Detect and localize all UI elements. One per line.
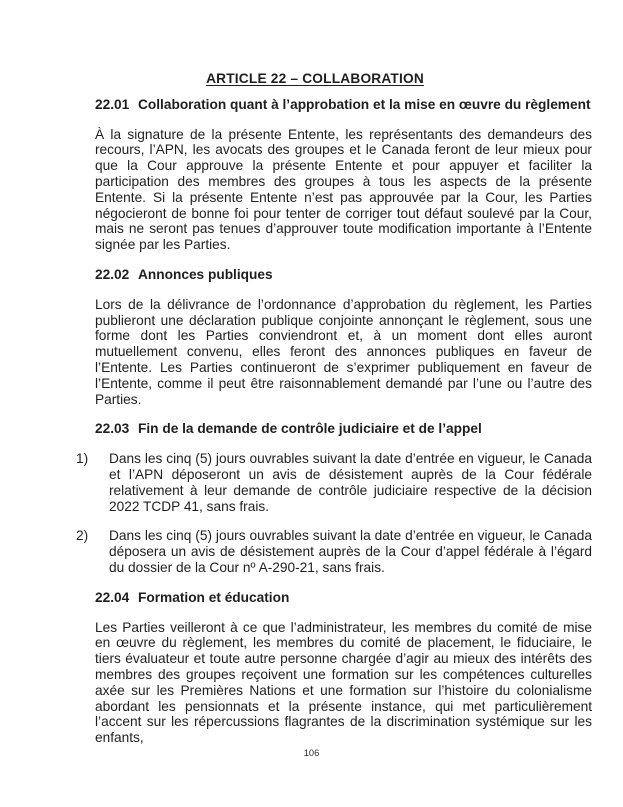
section-number: 22.01 (95, 96, 130, 112)
section-heading (95, 267, 592, 283)
paragraph: Lors de la délivrance de l’ordonnance d’approbation du règlement, les Parties publieront une déclaration publique conjointe annonçant le règlement, sous une forme dont les Parties conviendront et, à un moment dont elles auront mutuellement convenu, elles feront des annonces publiques en faveur de l’Entente. Les Parties continueront de s’exprimer publiquement en faveur de l’Entente, comme il peut être raisonnablement demandé par l’une ou l’autre des Parties. (95, 296, 592, 407)
section-22-03 (76, 421, 592, 575)
paragraph: À la signature de la présente Entente, les représentants des demandeurs des recours, l’APN, les avocats des groupes et le Canada feront de leur mieux pour que la Cour approuve la présente Entente et pour appuyer et faciliter la participation des membres des groupes à tous les aspects de la présente Entente. Si la présente Entente n’est pas approuvée par la Cour, les Parties négocieront de bonne foi pour tenter de corriger tout défaut soulevé par la Cour, mais ne seront pas tenues d’approuver toute modification importante à l’Entente signée par les Parties. (95, 126, 592, 253)
section-number: 22.02 (95, 266, 130, 282)
numbered-list (76, 451, 592, 576)
section-22-04 (95, 590, 592, 746)
item-marker: 2) (76, 528, 89, 544)
numbered-item (76, 451, 592, 514)
page-number: 106 (303, 748, 320, 758)
section-heading-label: Fin de la demande de contrôle judiciaire et de l’appel (138, 421, 482, 437)
section-heading (95, 590, 592, 606)
section-22-02 (95, 267, 592, 407)
section-heading (95, 421, 592, 437)
article-title: ARTICLE 22 – COLLABORATION (206, 71, 424, 86)
section-number: 22.04 (95, 589, 130, 605)
item-text: Dans les cinq (5) jours ouvrables suivant la date d’entrée en vigueur, le Canada et l’APN déposeront un avis de désistement auprès de la Cour fédérale relativement à leur demande de contrôle judiciaire respective de la décision 2022 TCDP 41, sans frais. (109, 451, 592, 514)
numbered-item (76, 528, 592, 575)
item-text: Dans les cinq (5) jours ouvrables suivant la date d’entrée en vigueur, le Canada déposera un avis de désistement auprès de la Cour d’appel fédérale à l’égard du dossier de la Cour nº A-290-21, sans frais. (109, 528, 592, 575)
section-heading-label: Annonces publiques (138, 266, 273, 282)
section-heading-label: Formation et éducation (138, 589, 290, 605)
section-heading (95, 97, 592, 113)
paragraph: Les Parties veilleront à ce que l’administrateur, les membres du comité de mise en œuvre du règlement, les membres du comité de placement, le fiduciaire, le tiers évaluateur et toute autre personne chargée d’agir au mieux des intérêts des membres des groupes reçoivent une formation sur les compétences culturelles axée sur les Premières Nations et une formation sur l’histoire du colonialisme abordant les pensionnats et la présente instance, qui met particulièrement l’accent sur les répercussions flagrantes de la discrimination systémique sur les enfants, (95, 619, 592, 746)
item-marker: 1) (76, 451, 89, 467)
section-22-01 (95, 97, 592, 253)
section-number: 22.03 (95, 421, 130, 437)
section-heading-label: Collaboration quant à l’approbation et la mise en œuvre du règlement (138, 96, 591, 112)
